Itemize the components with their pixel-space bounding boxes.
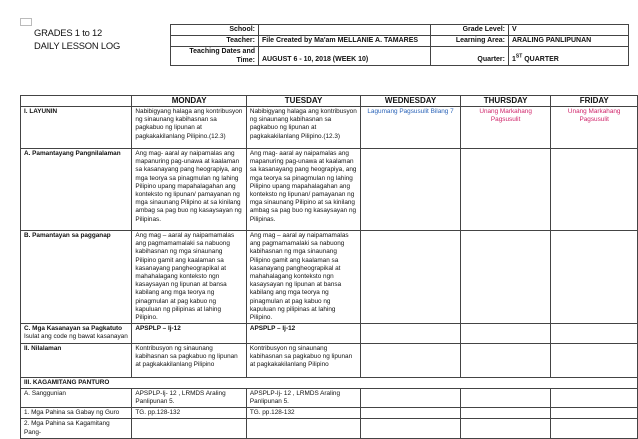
grade-label: Grade Level: xyxy=(431,25,509,36)
row-label-gabay-guro: 1. Mga Pahina sa Gabay ng Guro xyxy=(21,408,132,419)
cell-sanggunian-monday: APSPLP-Ij- 12 , LRMDS Araling Panlipunan 5. xyxy=(132,388,246,407)
row-pamantayan-pagganap xyxy=(21,231,638,324)
teaching-dates-label-1: Teaching Dates and xyxy=(189,48,255,55)
cell-pangnilalaman-friday xyxy=(551,149,638,231)
row-label-sanggunian: A. Sanggunian xyxy=(21,388,132,407)
cell-kagamitang-pang-wednesday xyxy=(361,419,461,438)
teacher-label: Teacher: xyxy=(171,36,259,47)
cell-pangnilalaman-monday: Ang mag- aaral ay naipamalas ang mapanuring pag-unawa at kaalaman sa kasanayang pang heograpiya, ang mga teorya sa pinagmulan ng lahing Pilipino upang mapahalagahan ang konteksto ng lipunan/ pamayanan ng mga sinaunang Pilipino at sa kinilang ambag sa pag buo ng kasaysayan ng Pilipinas. xyxy=(132,149,246,231)
row-label-kasanayan xyxy=(21,324,132,343)
row-label-pamantayan-pagganap: B. Pamantayan sa pagganap xyxy=(21,231,132,324)
cell-sanggunian-wednesday xyxy=(361,388,461,407)
row-layunin xyxy=(21,107,638,149)
cell-kasanayan-friday xyxy=(551,324,638,343)
cell-sanggunian-tuesday: APSPLP-Ij- 12 , LRMDS Araling Panlipunan 5. xyxy=(246,388,360,407)
row-kagamitang-pang xyxy=(21,419,638,438)
column-header-monday: MONDAY xyxy=(132,96,246,107)
column-header-thursday: THURSDAY xyxy=(460,96,551,107)
kasanayan-label: C. Mga Kasanayan sa Pagkatuto xyxy=(24,325,123,333)
cell-layunin-thursday: Unang Markahang Pagsusulit xyxy=(460,107,551,149)
grade-value: V xyxy=(512,26,517,33)
cell-layunin-wednesday: Lagumang Pagsusulit Bilang 7 xyxy=(361,107,461,149)
row-label-nilalaman: II. Nilalaman xyxy=(21,343,132,377)
cell-gabay-tuesday: TG. pp.128-132 xyxy=(246,408,360,419)
cell-nilalaman-friday xyxy=(551,343,638,377)
cell-pangnilalaman-wednesday xyxy=(361,149,461,231)
cell-gabay-thursday xyxy=(460,408,551,419)
school-value xyxy=(259,25,431,36)
teaching-dates-value: AUGUST 6 - 10, 2018 (WEEK 10) xyxy=(262,56,369,63)
row-kasanayan xyxy=(21,324,638,343)
cell-layunin-monday: Nabibigyang halaga ang kontribusyon ng sinaunang kabihasnan sa pagkabuo ng lipunan at pagkakakilanlang Pilipino.(12.3) xyxy=(132,107,246,149)
cell-kagamitang-pang-tuesday xyxy=(246,419,360,438)
column-header-wednesday: WEDNESDAY xyxy=(361,96,461,107)
header-row xyxy=(21,96,638,107)
title-line-1: GRADES 1 to 12 xyxy=(34,27,103,38)
learning-area-value: ARALING PANLIPUNAN xyxy=(512,37,592,44)
cell-nilalaman-thursday xyxy=(460,343,551,377)
cell-kasanayan-monday: APSPLP – Ij-12 xyxy=(132,324,246,343)
cell-layunin-friday: Unang Markahang Pagsusulit xyxy=(551,107,638,149)
cell-sanggunian-friday xyxy=(551,388,638,407)
row-label-pamantayang-pangnilalaman: A. Pamantayang Pangnilalaman xyxy=(21,149,132,231)
cell-pangnilalaman-thursday xyxy=(460,149,551,231)
section-kagamitang-panturo: III. KAGAMITANG PANTURO xyxy=(21,377,638,388)
cell-layunin-tuesday: Nabibigyang halaga ang kontribusyon ng sinaunang kabihasnan sa pagkabuo ng lipunan at pagkakakilanlang Pilipino.(12.3) xyxy=(246,107,360,149)
quarter-value: 1ST QUARTER xyxy=(509,47,629,66)
title-line-2: DAILY LESSON LOG xyxy=(34,40,121,51)
cell-pagganap-thursday xyxy=(460,231,551,324)
row-pamantayang-pangnilalaman xyxy=(21,149,638,231)
cell-gabay-friday xyxy=(551,408,638,419)
document-title xyxy=(34,26,120,52)
cell-nilalaman-tuesday: Kontribusyon ng sinaunang kabihasnan sa pagkabuo ng lipunan at pagkakakilanlang Pilipino xyxy=(246,343,360,377)
cell-kasanayan-thursday xyxy=(460,324,551,343)
cell-pagganap-monday: Ang mag – aaral ay naipamamalas ang pagmamamalaki sa nabuong kabihasnan ng mga sinaunang Pilipino gamit ang kaalaman sa kasanayang pangheograpikal at mahahalagang konteksto ngn kasaysayan ng lipunan at bansa kabilang ang mga teorya ng pinagmulan at pag kabuo ng kapuluan ng pilipinas at lahing Pilipino. xyxy=(132,231,246,324)
row-gabay-guro xyxy=(21,408,638,419)
cell-gabay-wednesday xyxy=(361,408,461,419)
teaching-dates-label xyxy=(171,47,259,66)
school-label: School: xyxy=(171,25,259,36)
column-header-friday: FRIDAY xyxy=(551,96,638,107)
cell-kasanayan-wednesday xyxy=(361,324,461,343)
cell-pagganap-tuesday: Ang mag – aaral ay naipamamalas ang pagmamamalaki sa nabuong kabihasnan ng mga sinaunang Pilipino gamit ang kaalaman sa kasanayang pangheograpikal at mahahalagang konteksto ngn kasaysayan ng lipunan at bansa kabilang ang mga teorya ng pinagmulan at pag kabuo ng kapuluan ng pilipinas at lahing Pilipino. xyxy=(246,231,360,324)
cell-sanggunian-thursday xyxy=(460,388,551,407)
logo-placeholder xyxy=(20,18,32,26)
cell-kagamitang-pang-thursday xyxy=(460,419,551,438)
cell-nilalaman-monday: Kontribusyon ng sinaunang kabihasnan sa pagkabuo ng lipunan at pagkakakilanlang Pilipino xyxy=(132,343,246,377)
kasanayan-sublabel: Isulat ang code ng bawat kasanayan xyxy=(24,333,128,341)
row-label-layunin: I. LAYUNIN xyxy=(21,107,132,149)
quarter-label: Quarter: xyxy=(431,47,509,66)
header-info-table xyxy=(170,24,629,66)
cell-kasanayan-tuesday: APSPLP – Ij-12 xyxy=(246,324,360,343)
row-kagamitang-panturo xyxy=(21,377,638,388)
column-header-tuesday: TUESDAY xyxy=(246,96,360,107)
cell-kagamitang-pang-friday xyxy=(551,419,638,438)
cell-pangnilalaman-tuesday: Ang mag- aaral ay naipamalas ang mapanuring pag-unawa at kaalaman sa kasanayang pang heograpiya, ang mga teorya sa pinagmulan ng lahing Pilipino upang mapahalagahan ang konteksto ng lipunan/ pamayanan ng mga sinaunang Pilipino at sa kinilang ambag sa pag buo ng kasaysayan ng Pilipinas. xyxy=(246,149,360,231)
cell-pagganap-friday xyxy=(551,231,638,324)
row-sanggunian xyxy=(21,388,638,407)
row-label-kagamitang-pang: 2. Mga Pahina sa Kagamitang Pang- xyxy=(21,419,132,438)
cell-kagamitang-pang-monday xyxy=(132,419,246,438)
row-nilalaman xyxy=(21,343,638,377)
cell-pagganap-wednesday xyxy=(361,231,461,324)
column-header-blank xyxy=(21,96,132,107)
learning-area-label: Learning Area: xyxy=(431,36,509,47)
cell-nilalaman-wednesday xyxy=(361,343,461,377)
lesson-log-grid xyxy=(20,95,638,439)
cell-gabay-monday: TG. pp.128-132 xyxy=(132,408,246,419)
teacher-value: File Created by Ma'am MELLANIE A. TAMARES xyxy=(262,37,419,44)
teaching-dates-label-2: Time: xyxy=(236,57,255,64)
